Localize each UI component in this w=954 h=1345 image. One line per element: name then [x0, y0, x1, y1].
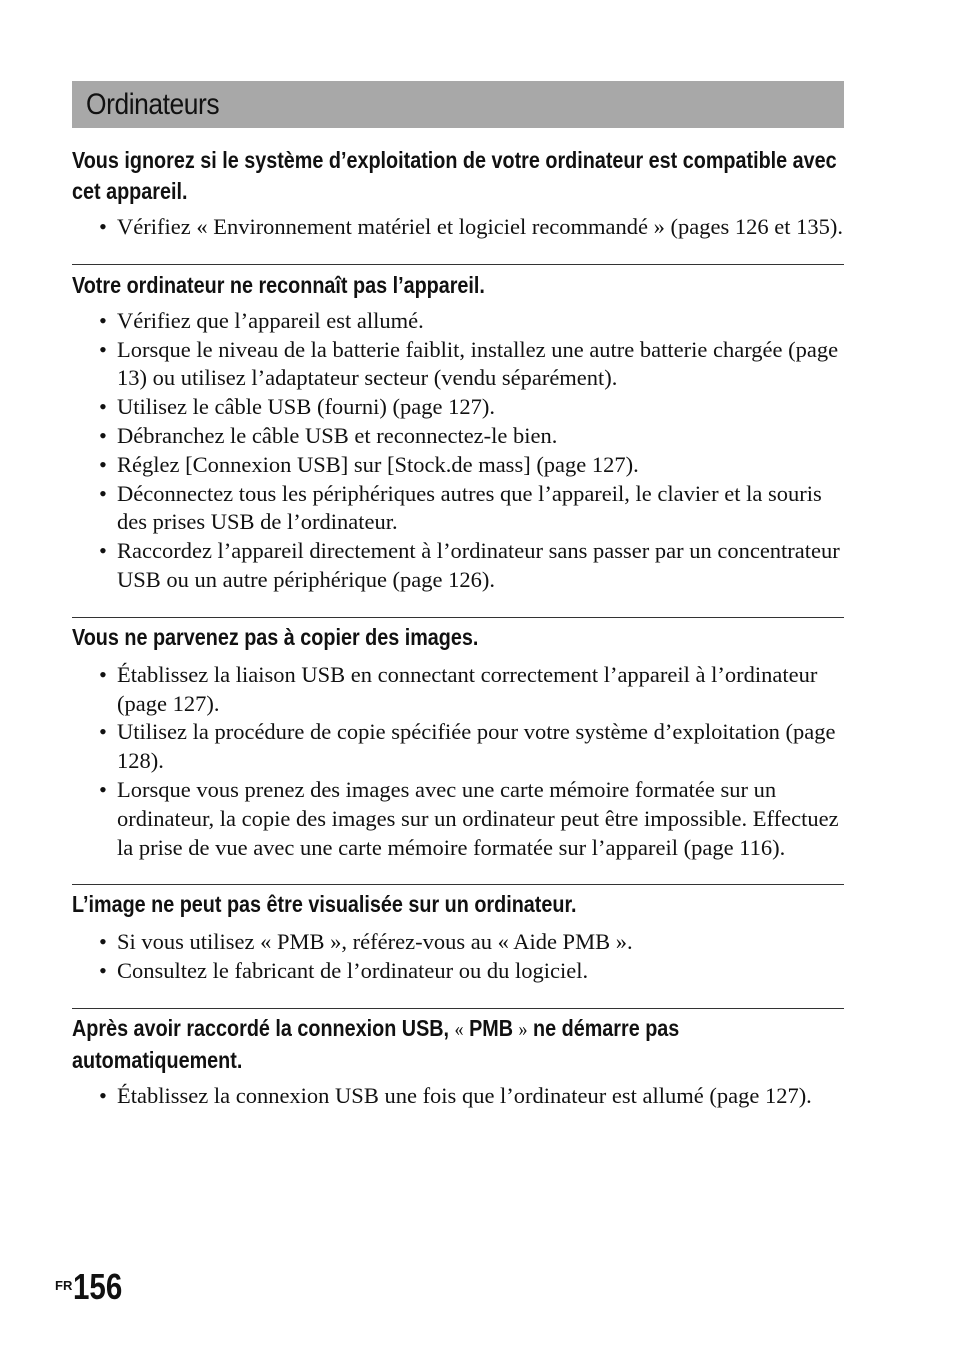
bullet: • [99, 661, 107, 687]
language-code: FR [55, 1278, 73, 1293]
block-heading: Vous ne parvenez pas à copier des images. [72, 623, 479, 650]
block-heading: Vous ignorez si le système d’exploitation de votre ordinateur est compatible avec cet appareil. [72, 147, 837, 204]
heading-guillemet-close: » [518, 1016, 528, 1041]
bullet: • [99, 480, 107, 506]
section-title-bar [72, 81, 844, 128]
bullet: • [99, 538, 107, 564]
item-text: Déconnectez tous les périphériques autres que l’appareil, le clavier et la souris des prises USB de l’ordinateur. [117, 480, 822, 535]
item-text: Utilisez le câble USB (fourni) (page 127). [117, 394, 496, 420]
item-text: Débranchez le câble USB et reconnectez-le bien. [117, 422, 558, 448]
bullet: • [99, 929, 107, 955]
troubleshooting-block-os-compatibility [72, 145, 844, 242]
item-text: Réglez [Connexion USB] sur [Stock.de mass] (page 127). [117, 451, 639, 477]
item-text: Raccordez l’appareil directement à l’ordinateur sans passer par un concentrateur USB ou un autre périphérique (page 126). [117, 538, 840, 592]
item-text: Utilisez la procédure de copie spécifiée pour votre système d’exploitation (page 128). [117, 719, 836, 774]
list-item [72, 1082, 844, 1111]
bullet: • [99, 719, 107, 745]
section-title: Ordinateurs [86, 87, 220, 121]
list-item [72, 307, 844, 336]
list-item [72, 336, 844, 394]
heading-part: PMB [463, 1014, 519, 1041]
page-number: 156 [73, 1266, 123, 1307]
item-text: Établissez la liaison USB en connectant correctement l’appareil à l’ordinateur (page 127). [117, 661, 818, 716]
heading-part: Après avoir raccordé la connexion USB, [72, 1014, 455, 1041]
list-item [72, 480, 844, 538]
block-heading: Votre ordinateur ne reconnaît pas l’appareil. [72, 271, 485, 298]
bullet: • [99, 958, 107, 984]
list-item [72, 451, 844, 480]
bullet: • [99, 451, 107, 477]
troubleshooting-block-pmb-not-starting [72, 1008, 844, 1111]
item-list [72, 213, 844, 242]
item-list [72, 1082, 844, 1111]
troubleshooting-block-not-recognized [72, 264, 844, 595]
item-text: Consultez le fabricant de l’ordinateur ou du logiciel. [117, 958, 589, 984]
list-item [72, 213, 844, 242]
bullet: • [99, 1082, 107, 1108]
item-list [72, 928, 844, 986]
bullet: • [99, 394, 107, 420]
list-item [72, 422, 844, 451]
list-item [72, 718, 844, 776]
bullet: • [99, 776, 107, 802]
item-text: Vérifiez « Environnement matériel et logiciel recommandé » (pages 126 et 135). [117, 214, 843, 239]
bullet: • [99, 214, 107, 239]
item-list [72, 661, 844, 863]
list-item [72, 661, 844, 719]
bullet: • [99, 422, 107, 448]
block-heading: L’image ne peut pas être visualisée sur un ordinateur. [72, 891, 577, 918]
item-list [72, 307, 844, 595]
list-item [72, 776, 844, 862]
item-text: Si vous utilisez « PMB », référez-vous au « Aide PMB ». [117, 929, 633, 955]
heading-guillemet-open: « [454, 1016, 464, 1041]
list-item [72, 928, 844, 957]
page-footer [55, 1267, 133, 1307]
page-content [72, 81, 844, 1111]
item-text: Vérifiez que l’appareil est allumé. [117, 307, 424, 333]
block-heading [72, 1013, 842, 1076]
troubleshooting-block-cannot-view [72, 884, 844, 986]
list-item [72, 957, 844, 986]
heading-part: ne démarre pas automatiquement. [72, 1014, 680, 1073]
list-item [72, 537, 844, 595]
item-text: Lorsque le niveau de la batterie faiblit, installez une autre batterie chargée (page 13) ou utilisez l’adaptateur secteur (vendu séparément). [117, 336, 839, 391]
bullet: • [99, 336, 107, 362]
list-item [72, 393, 844, 422]
item-text: Lorsque vous prenez des images avec une carte mémoire formatée sur un ordinateur, la copie des images sur un ordinateur peut être impossible. Effectuez la prise de vue avec une carte mémoire formatée sur l’appareil (page 116). [117, 776, 839, 860]
item-text: Établissez la connexion USB une fois que l’ordinateur est allumé (page 127). [117, 1082, 812, 1108]
troubleshooting-block-cannot-copy [72, 617, 844, 863]
bullet: • [99, 307, 107, 333]
